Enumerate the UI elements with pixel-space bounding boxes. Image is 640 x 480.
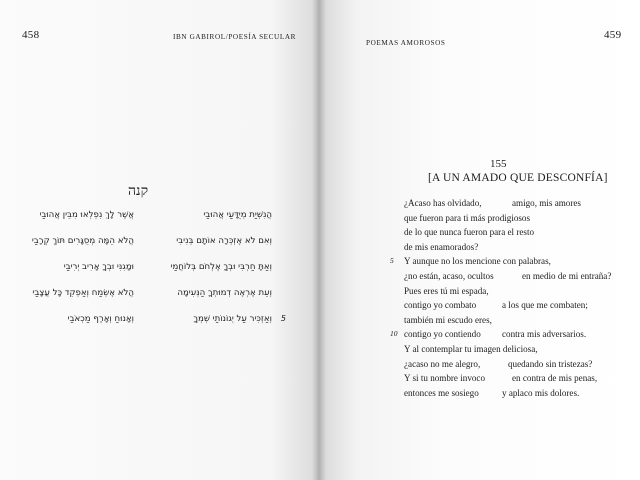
verse-text: contigo yo contiendo xyxy=(404,329,481,340)
verse-line xyxy=(404,359,634,374)
spanish-poem xyxy=(390,198,634,402)
running-head-left: IBN GABIROL/POESÍA SECULAR xyxy=(173,33,297,41)
verse-hemistich: amigo, mis amores xyxy=(512,198,581,208)
line-number: 10 xyxy=(390,329,398,339)
verse-text: contigo yo combato xyxy=(404,300,477,311)
verse-line xyxy=(390,329,634,344)
verse-line xyxy=(404,271,634,286)
verse-text: entonces me sosiego xyxy=(404,387,479,398)
line-number: 5 xyxy=(280,314,286,323)
verse-text: ¿Acaso has olvidado, xyxy=(404,198,482,208)
hebrew-hemistich: הֲלֹא אֶשְׂמַח וְאַפְקִד כָּל עֲצָבַי xyxy=(32,288,134,298)
verse-line xyxy=(404,286,634,301)
verse-line xyxy=(404,300,634,315)
verse-line xyxy=(404,344,634,359)
poem-title: [A UN AMADO QUE DESCONFÍA] xyxy=(428,172,608,184)
hebrew-hemistich: וְאַתָּ חַרְבִּי וּבְךָ אֶלְחֹם בְּלוֹחֲמַי xyxy=(170,262,272,272)
verse-line xyxy=(404,213,634,228)
verse-text: de mis enamorados? xyxy=(404,241,479,252)
verse-line xyxy=(404,198,634,213)
book-gutter xyxy=(312,0,326,480)
hebrew-line xyxy=(16,314,286,340)
hebrew-poem-number: קנה xyxy=(128,183,149,199)
line-number: 5 xyxy=(390,256,394,266)
verse-line xyxy=(404,373,634,388)
hebrew-line xyxy=(16,210,272,236)
verse-text: ¿acaso no me alegro, xyxy=(404,358,481,369)
left-page xyxy=(0,0,318,480)
hebrew-hemistich: הֲנִשְׁיַת מְיֻדָּעַי אֲהוּבַי xyxy=(203,210,272,220)
hebrew-line xyxy=(16,262,272,288)
running-head-right: POEMAS AMOROSOS xyxy=(366,39,446,47)
page-number-right: 459 xyxy=(604,29,622,41)
verse-line xyxy=(404,242,634,257)
verse-text: Y al contemplar tu imagen deliciosa, xyxy=(404,343,538,354)
verse-hemistich: a los que me combaten; xyxy=(502,300,588,311)
hebrew-line xyxy=(16,236,272,262)
hebrew-hemistich: וְאִם לֹא אֶזְכְּרָה אוֹתָם בְּנִיבִי xyxy=(176,236,272,246)
verse-hemistich: y aplaco mis dolores. xyxy=(502,387,580,398)
verse-text: de lo que nunca fueron para el resto xyxy=(404,227,535,238)
hebrew-line xyxy=(16,288,272,314)
page-number-left: 458 xyxy=(22,29,40,41)
verse-line xyxy=(404,315,634,330)
verse-line xyxy=(404,227,634,242)
verse-hemistich: quedando sin tristezas? xyxy=(508,358,593,369)
verse-text: ¿no están, acaso, ocultos xyxy=(404,270,494,281)
hebrew-poem xyxy=(16,210,286,340)
verse-hemistich: en medio de mi entraña? xyxy=(522,270,612,281)
verse-text: también mi escudo eres, xyxy=(404,314,492,325)
verse-text: que fueron para ti más prodigiosos xyxy=(404,212,531,223)
hebrew-hemistich: וְאַזְכִּיר עַל יְגוֹנוֹתַי שְׁמְךָ xyxy=(193,314,272,324)
hebrew-hemistich: וְעֵת אֶרְאֶה דְמוּתְךָ הַנְּעִימָה xyxy=(177,288,272,298)
verse-line xyxy=(404,388,634,403)
verse-text: Pues eres tú mi espada, xyxy=(404,285,489,296)
hebrew-hemistich: וּמָגִנִּי וּבְךָ אָרִיב יְרִיבַי xyxy=(63,262,134,272)
hebrew-hemistich: אֲשֶׁר לָךְ נִפְלְאוּ מִבֵּין אֲהוּבַי xyxy=(39,210,134,220)
verse-text: Y si tu nombre invoco xyxy=(404,373,485,384)
hebrew-hemistich: הֲלֹא הֵמָּה מְסֻגָּרִים תּוֹךְ קְרָבַי xyxy=(31,236,134,246)
verse-line xyxy=(390,256,634,271)
verse-hemistich: en contra de mis penas, xyxy=(512,373,598,384)
verse-hemistich: contra mis adversarios. xyxy=(502,329,587,340)
hebrew-hemistich: וְאָנוּחַ וְאָרֶף מַכְאֹבַי xyxy=(67,314,134,324)
poem-number: 155 xyxy=(490,158,507,170)
verse-text: Y aunque no los mencione con palabras, xyxy=(404,256,551,267)
